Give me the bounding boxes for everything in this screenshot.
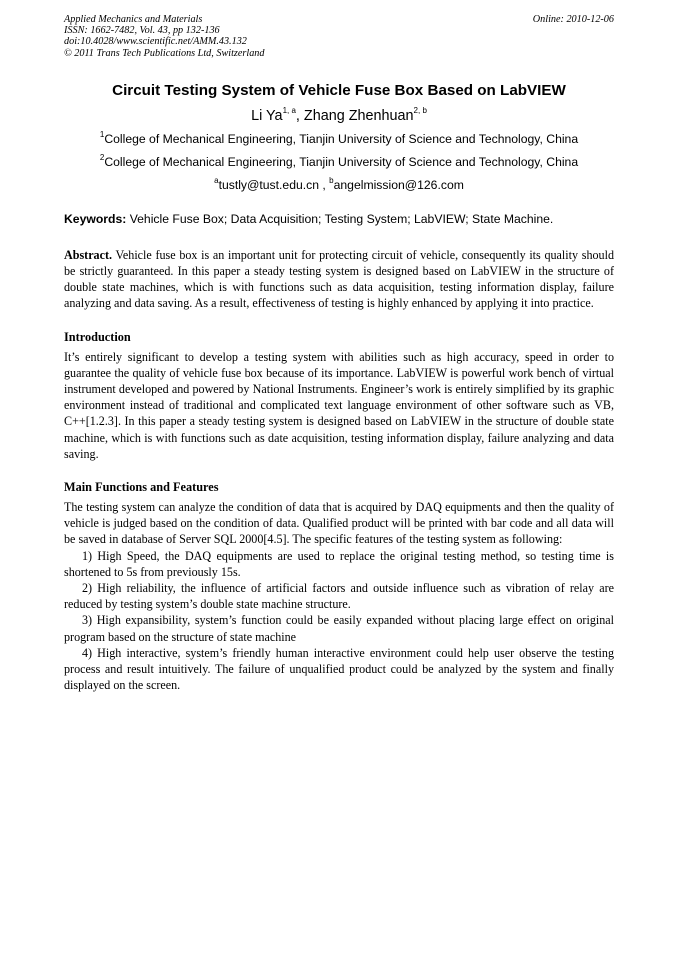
keywords-text: Vehicle Fuse Box; Data Acquisition; Testing System; LabVIEW; State Machine.: [126, 211, 554, 226]
affiliation-1-sup: 1: [99, 129, 105, 139]
email-a[interactable]: tustly@tust.edu.cn ,: [218, 177, 330, 192]
author-line: [64, 108, 614, 124]
keywords: [64, 212, 614, 226]
issn-line: ISSN: 1662-7482, Vol. 43, pp 132-136: [64, 25, 220, 37]
online-date: Online: 2010-12-06: [532, 14, 614, 25]
email-b[interactable]: angelmission@126.com: [333, 177, 464, 192]
feature-item-2: 2) High reliability, the influence of artificial factors and outside influence such as vibration of relay are reduced by testing system’s double state machine structure.: [64, 581, 614, 612]
email-a-sup: a: [214, 175, 219, 185]
abstract: [64, 247, 614, 312]
author-separator: ,: [295, 107, 304, 124]
feature-item-1: 1) High Speed, the DAQ equipments are used to replace the original testing method, so testing time is shortened to 5s from previously 15s.: [64, 548, 614, 579]
author-2-name: Zhang Zhenhuan: [303, 107, 414, 124]
affiliation-2-text: College of Mechanical Engineering, Tianjin University of Science and Technology, China: [104, 154, 579, 169]
copyright-line: © 2011 Trans Tech Publications Ltd, Switzerland: [64, 47, 265, 59]
author-1-sup: 1, a: [282, 106, 296, 116]
feature-item-3: 3) High expansibility, system’s function could be easily expanded without placing large effect on original program based on the structure of state machine: [64, 613, 614, 644]
doi-line: doi:10.4028/www.scientific.net/AMM.43.132: [64, 36, 247, 48]
email-line: [64, 175, 614, 192]
journal-header: [64, 14, 614, 59]
keywords-label: Keywords:: [64, 211, 127, 226]
journal-name: Applied Mechanics and Materials: [64, 14, 203, 25]
introduction-heading: Introduction: [64, 329, 131, 344]
abstract-label: Abstract.: [64, 247, 113, 262]
abstract-text: Vehicle fuse box is an important unit for protecting circuit of vehicle, consequently its quality should be strictly guaranteed. In this paper a steady testing system is designed based on LabVIEW in the structure of double state machines, which is with functions such as data acquisition, testing information display, failure analyzing and data saving. As a result, effectiveness of testing is highly enhanced by applying it into practice.: [64, 247, 614, 311]
paper-title: Circuit Testing System of Vehicle Fuse Box Based on LabVIEW: [112, 81, 566, 99]
author-2-sup: 2, b: [413, 106, 427, 116]
affiliation-2-sup: 2: [99, 152, 105, 162]
main-functions-heading: Main Functions and Features: [64, 480, 219, 495]
feature-item-4: 4) High interactive, system’s friendly human interactive environment could help user observe the testing process and result intuitively. The failure of unqualified product could be analyzed by the system and finally displayed on the screen.: [64, 645, 614, 693]
affiliation-2: [64, 152, 614, 169]
main-functions-intro: The testing system can analyze the condition of data that is acquired by DAQ equipments and then the quality of vehicle is judged based on the condition of data. Qualified product will be printed with bar code and all data will be saved in database of Server SQL 2000[4.5]. The specific features of the testing system as following:: [64, 500, 614, 547]
affiliation-1-text: College of Mechanical Engineering, Tianjin University of Science and Technology, China: [104, 131, 579, 146]
affiliation-1: [64, 129, 614, 146]
author-1-name: Li Ya: [251, 107, 283, 124]
introduction-paragraph: It’s entirely significant to develop a testing system with abilities such as high accuracy, speed in order to guarantee the quality of vehicle fuse box because of its importance. LabVIEW is powerful work bench of virtual instrument developed and powered by National Instruments. Engineer’s work is entirely simplified by its graphic environment instead of traditional and complicated text language environment of other software such as VB, C++[1.2.3]. In this paper a steady testing system is designed based on LabVIEW in the structure of double state machine, which is with functions such as date acquisition, testing information display, failure analyzing and data saving.: [64, 349, 614, 461]
email-b-sup: b: [329, 175, 334, 185]
